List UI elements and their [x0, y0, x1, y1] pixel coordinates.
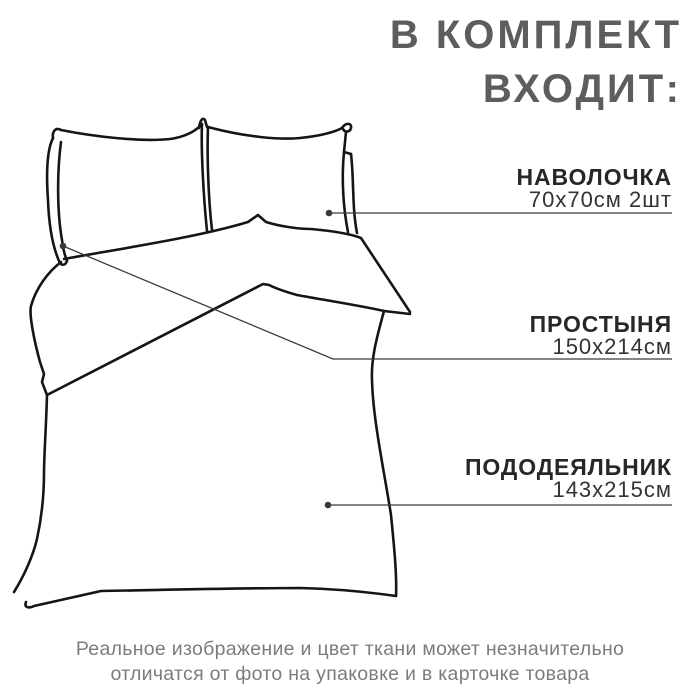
label-sheet-name: ПРОСТЫНЯ: [529, 311, 672, 337]
label-pillowcase-size: 70х70см 2шт: [528, 187, 672, 212]
disclaimer-line2: отличатся от фото на упаковке и в карточке товара: [110, 663, 590, 685]
label-pillowcase: [516, 165, 672, 211]
disclaimer-note: [0, 637, 700, 687]
label-sheet: [530, 312, 672, 358]
disclaimer-line1: Реальное изображение и цвет ткани может незначительно: [75, 638, 625, 660]
label-duvet-size: 143х215см: [552, 477, 672, 502]
label-duvet-name: ПОДОДЕЯЛЬНИК: [465, 454, 672, 480]
callout-duvet: [325, 502, 672, 509]
sheet-drawing: [14, 215, 410, 592]
right-pillow-drawing: [208, 124, 357, 233]
left-pillow-drawing: [47, 124, 207, 265]
page-title-line2: ВХОДИТ:: [482, 67, 682, 111]
label-pillowcase-name: НАВОЛОЧКА: [516, 164, 672, 190]
duvet-drawing: [25, 284, 410, 607]
page-title-line1: В КОМПЛЕКТ: [389, 13, 682, 57]
bed-drawing: [14, 119, 410, 608]
page-title: [390, 8, 682, 116]
label-sheet-size: 150х214см: [552, 334, 672, 359]
label-duvet: [465, 455, 672, 501]
